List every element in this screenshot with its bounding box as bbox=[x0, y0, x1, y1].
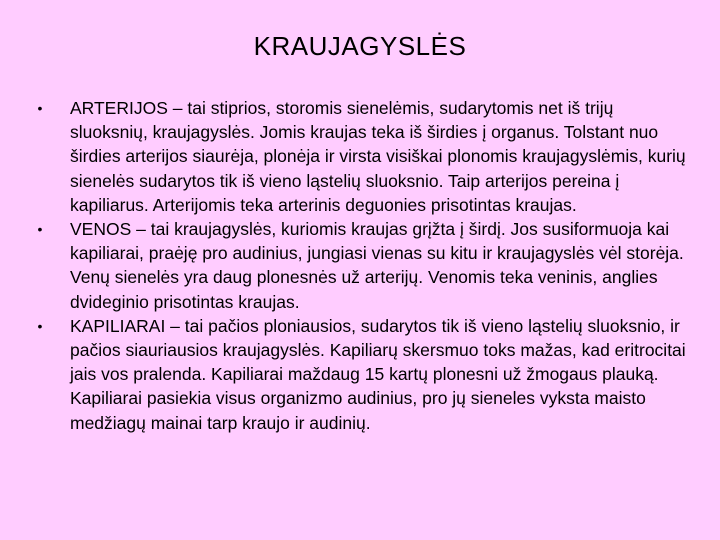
bullet-list bbox=[30, 96, 690, 435]
slide-title: KRAUJAGYSLĖS bbox=[253, 31, 467, 61]
bullet-text: VENOS – tai kraujagyslės, kuriomis kraujas grįžta į širdį. Jos susiformuoja kai kapiliarai, praėję pro audinius, jungiasi vienas su kitu ir kraujagyslės vėl storėja. Venų sienelės yra daug plonesnės už arterijų. Venomis teka veninis, anglies dvideginio prisotintas kraujas. bbox=[70, 219, 684, 312]
bullet-item-kapiliarai bbox=[30, 314, 690, 435]
bullet-item-venos bbox=[30, 217, 690, 314]
bullet-item-arterijos bbox=[30, 96, 690, 217]
bullet-marker: • bbox=[37, 317, 43, 334]
bullet-marker: • bbox=[37, 100, 43, 116]
bullet-text: ARTERIJOS – tai stiprios, storomis sienelėmis, sudarytomis net iš trijų sluoksnių, kraujagyslės. Jomis kraujas teka iš širdies į organus. Tolstant nuo širdies arterijos siaurėja, plonėja ir virsta visiškai plonomis kraujagyslėmis, kurių sienelės sudarytos tik iš vieno ląstelių sluoksnio. Taip arterijos pereina į kapiliarus. Arterijomis teka arterinis deguonies prisotintas kraujas. bbox=[70, 98, 686, 215]
bullet-marker: • bbox=[37, 221, 43, 238]
bullet-text: KAPILIARAI – tai pačios ploniausios, sudarytos tik iš vieno ląstelių sluoksnio, ir pačios siauriausios kraujagyslės. Kapiliarų skersmuo toks mažas, kad eritrocitai jais vos pralenda. Kapiliarai maždaug 15 kartų plonesni už žmogaus plauką. Kapiliarai pasiekia visus organizmo audinius, pro jų sieneles vyksta maisto medžiagų mainai tarp kraujo ir audinių. bbox=[70, 315, 686, 433]
